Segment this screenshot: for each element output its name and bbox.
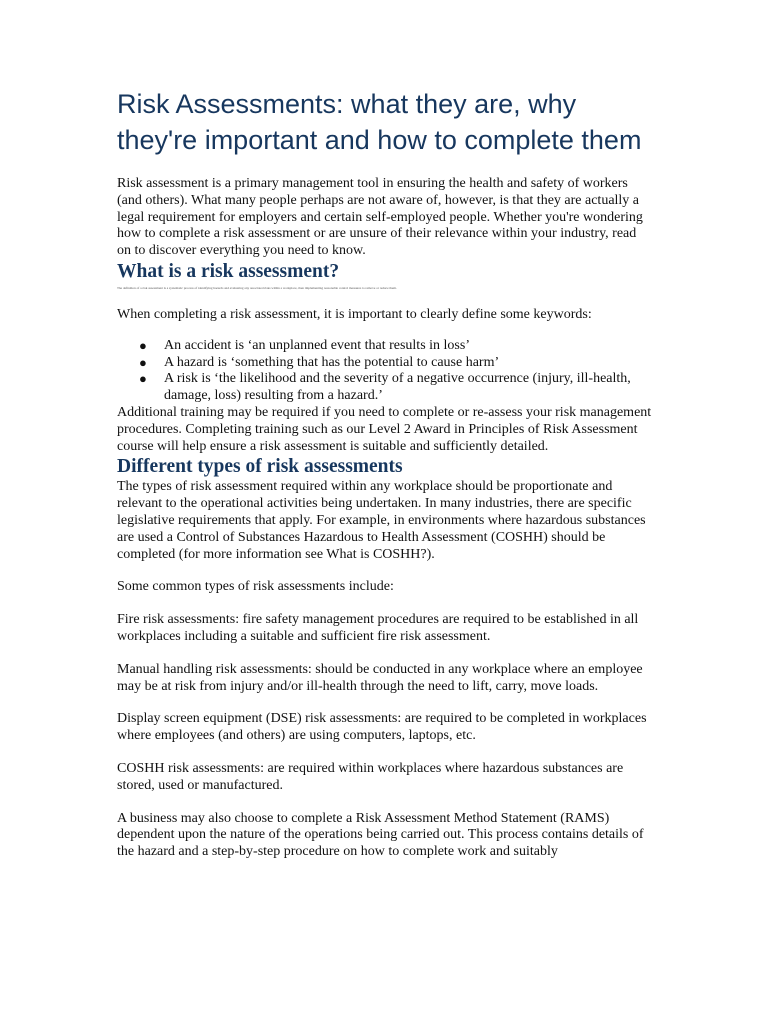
list-item-text: An accident is ‘an unplanned event that results in loss’ <box>164 337 470 353</box>
list-item <box>117 338 634 355</box>
training-paragraph: Additional training may be required if you need to complete or re-assess your risk management procedures. Completing training such as our Level 2 Award in Principles of Risk Assessment course will help ensure a risk assessment is suitable and sufficiently detailed. <box>117 404 652 454</box>
common-types-intro: Some common types of risk assessments include: <box>117 579 394 595</box>
keywords-intro: When completing a risk assessment, it is important to clearly define some keywords: <box>117 306 592 322</box>
intro-paragraph: Risk assessment is a primary management tool in ensuring the health and safety of workers (and others). What many people perhaps are not aware of, however, is that they are actually a legal requirement for employers and certain self-employed people. Whether you're wondering how to complete a risk assessment or are unsure of their relevance within your industry, read on to discover everything you need to know. <box>117 176 643 259</box>
fire-risk-paragraph: Fire risk assessments: fire safety management procedures are required to be established in all workplaces including a suitable and sufficient fire risk assessment. <box>117 612 639 644</box>
section-heading-what-is: What is a risk assessment? <box>117 260 340 282</box>
keywords-list <box>117 338 652 405</box>
list-item-text: A risk is ‘the likelihood and the severity of a negative occurrence (injury, ill-health, damage, loss) resulting from a hazard.’ <box>164 371 631 404</box>
definition-fine-print: The definition of a risk assessment is a systematic process of identifying hazards and evaluating any associated risks within a workplace, then implementing reasonable control measures to remove or reduce them. <box>117 285 397 290</box>
coshh-paragraph: COSHH risk assessments: are required within workplaces where hazardous substances are stored, used or manufactured. <box>117 760 624 793</box>
section-heading-types: Different types of risk assessments <box>117 456 403 478</box>
dse-paragraph: Display screen equipment (DSE) risk assessments: are required to be completed in workplaces where employees (and others) are using computers, laptops, etc. <box>117 711 647 744</box>
list-item <box>117 355 634 372</box>
document-page <box>117 86 652 861</box>
page-title: Risk Assessments: what they are, why they're important and how to complete them <box>117 89 642 155</box>
bullet-icon: ● <box>139 371 147 387</box>
bullet-icon: ● <box>139 354 147 370</box>
list-item-text: A hazard is ‘something that has the potential to cause harm’ <box>164 354 500 370</box>
rams-paragraph: A business may also choose to complete a Risk Assessment Method Statement (RAMS) dependent upon the nature of the operations being carried out. This process contains details of the hazard and a step-by-step procedure on how to complete work and suitably <box>117 810 644 860</box>
list-item <box>117 371 634 405</box>
types-paragraph: The types of risk assessment required within any workplace should be proportionate and relevant to the operational activities being undertaken. In many industries, there are specific legislative requirements that apply. For example, in environments where hazardous substances are used a Control of Substances Hazardous to Health Assessment (COSHH) should be completed (for more information see What is COSHH?). <box>117 479 646 562</box>
manual-handling-paragraph: Manual handling risk assessments: should be conducted in any workplace where an employee may be at risk from injury and/or ill-health through the need to lift, carry, move loads. <box>117 661 643 694</box>
bullet-icon: ● <box>139 337 147 353</box>
